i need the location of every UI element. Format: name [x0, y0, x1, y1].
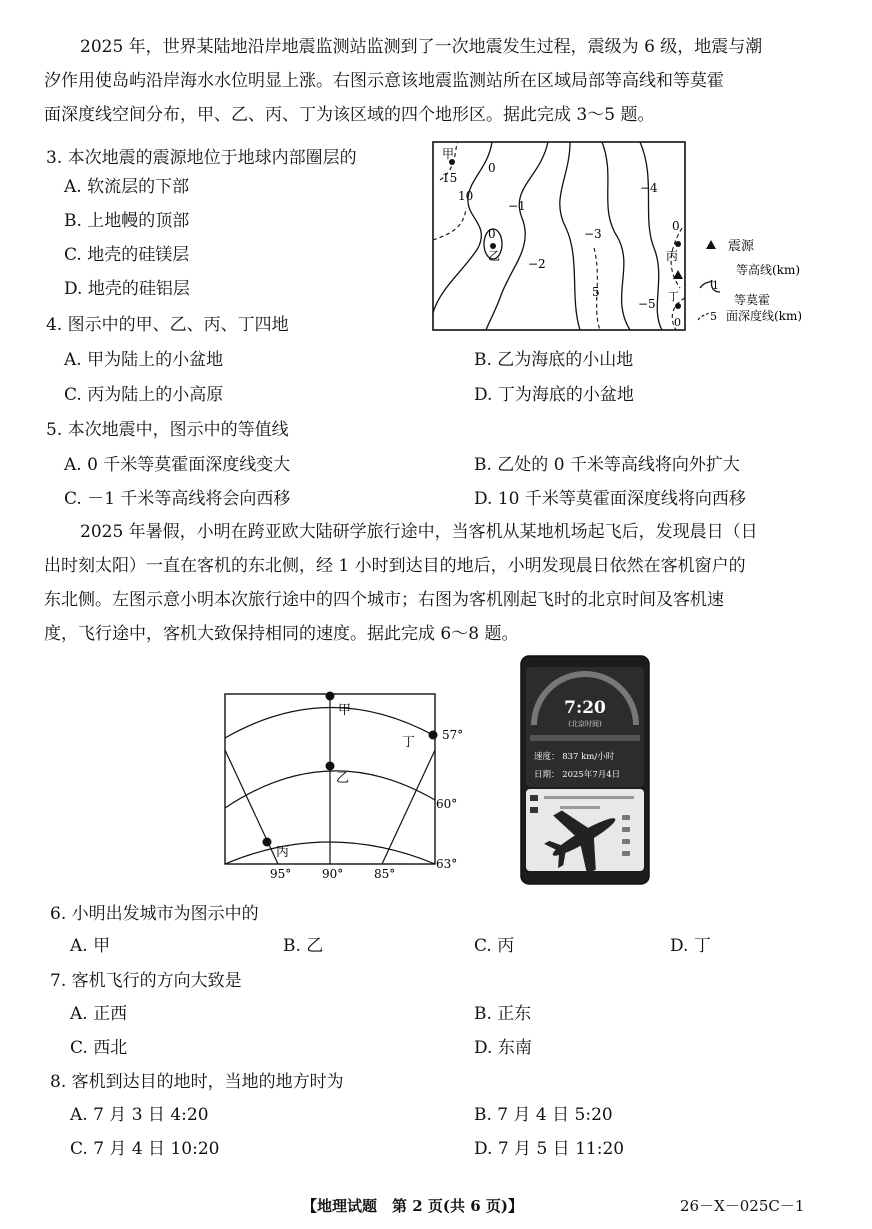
- q8-option-b: B. 7 月 4 日 5:20: [474, 1105, 613, 1125]
- q5-option-b: B. 乙处的 0 千米等高线将向外扩大: [474, 455, 740, 475]
- q4-option-d: D. 丁为海底的小盆地: [474, 385, 634, 405]
- legend-contour-sample: 1: [712, 279, 719, 292]
- label-0a: 0: [488, 161, 496, 175]
- label-15: 15: [442, 171, 458, 185]
- legend-moho-label-1: 等莫霍: [734, 293, 771, 307]
- q6-option-a: A. 甲: [70, 936, 111, 956]
- q7-option-d: D. 东南: [474, 1038, 532, 1058]
- q4-option-c: C. 丙为陆上的小高原: [64, 385, 224, 405]
- q6-option-c: C. 丙: [474, 936, 515, 956]
- q7-option-a: A. 正西: [70, 1004, 128, 1024]
- label-m2: −2: [528, 257, 546, 271]
- q3-option-c: C. 地壳的硅镁层: [64, 245, 190, 265]
- lon-label-95: 95°: [270, 867, 292, 881]
- city-jia: [326, 692, 335, 701]
- label-10: 10: [458, 189, 474, 203]
- q5-option-d: D. 10 千米等莫霍面深度线将向西移: [474, 489, 746, 509]
- q6-option-b: B. 乙: [283, 936, 324, 956]
- phone-date: 日期： 2025年7月4日: [534, 770, 621, 780]
- q3-option-a: A. 软流层的下部: [64, 177, 190, 197]
- contour-line: [433, 142, 492, 313]
- intro-line: 出时刻太阳）一直在客机的东北侧，经 1 小时到达目的地后，小明发现晨日依然在客机窗户的: [44, 556, 746, 576]
- label-5: 5: [592, 285, 600, 299]
- moho-line: [433, 208, 466, 240]
- label-m1: −1: [508, 199, 526, 213]
- intro-line: 度，飞行途中，客机大致保持相同的速度。据此完成 6～8 题。: [44, 624, 519, 644]
- intro-line: 面深度线空间分布，甲、乙、丙、丁为该区域的四个地形区。据此完成 3～5 题。: [44, 105, 655, 125]
- phone-time-sub: (北京时间): [568, 720, 602, 728]
- lat-label-57: 57°: [442, 728, 464, 742]
- lon-label-90: 90°: [322, 867, 344, 881]
- contour-line: [560, 142, 580, 330]
- legend-contour-label: 等高线(km): [736, 263, 801, 277]
- meridian-85: [382, 750, 435, 864]
- q4-option-b: B. 乙为海底的小山地: [474, 350, 634, 370]
- exam-code: 26－X－025C－1: [680, 1197, 805, 1215]
- q8-option-d: D. 7 月 5 日 11:20: [474, 1139, 625, 1159]
- city-label-jia: 甲: [338, 703, 352, 718]
- legend-moho-sample: 5: [710, 310, 717, 323]
- city-ding: [429, 731, 438, 740]
- contour-map-figure: [430, 138, 850, 338]
- page-footer: 【地理试题 第 2 页(共 6 页)】: [302, 1197, 523, 1215]
- q3-option-d: D. 地壳的硅铝层: [64, 279, 190, 299]
- legend-epicenter-label: 震源: [728, 239, 755, 254]
- q5-option-c: C. －1 千米等高线将会向西移: [64, 489, 291, 509]
- label-0d: 0: [674, 316, 681, 329]
- intro-line: 东北侧。左图示意小明本次旅行途中的四个城市；右图为客机刚起飞时的北京时间及客机速: [44, 590, 724, 610]
- question-5-stem: 5. 本次地震中，图示中的等值线: [46, 420, 289, 440]
- epicenter-marker: [673, 270, 683, 279]
- city-label-yi: 乙: [336, 771, 350, 786]
- question-6-stem: 6. 小明出发城市为图示中的: [50, 904, 259, 924]
- intro-line: 2025 年，世界某陆地沿岸地震监测站监测到了一次地震发生过程，震级为 6 级，地震与潮: [80, 37, 763, 57]
- legend-moho-label-2: 面深度线(km): [726, 309, 803, 323]
- label-jia: 甲: [442, 147, 455, 161]
- label-m5: −5: [638, 297, 656, 311]
- label-0b: 0: [488, 227, 496, 241]
- q4-option-a: A. 甲为陆上的小盆地: [64, 350, 224, 370]
- point-bing: [675, 241, 681, 247]
- city-bing: [263, 838, 272, 847]
- intro-line: 汐作用使岛屿沿岸海水水位明显上涨。右图示意该地震监测站所在区域局部等高线和等莫霍: [44, 71, 724, 91]
- point-ding: [675, 303, 681, 309]
- intro-paragraph-1: [44, 30, 834, 132]
- q3-option-b: B. 上地幔的顶部: [64, 211, 190, 231]
- q7-option-c: C. 西北: [70, 1038, 128, 1058]
- question-4-stem: 4. 图示中的甲、乙、丙、丁四地: [46, 315, 289, 335]
- phone-speed: 速度： 837 km/小时: [534, 752, 615, 762]
- graticule-map-figure: [222, 690, 467, 882]
- q6-option-d: D. 丁: [670, 936, 711, 956]
- intro-paragraph-2: [44, 515, 834, 651]
- label-yi: 乙: [488, 249, 501, 263]
- label-0c: 0: [672, 219, 680, 233]
- q8-option-a: A. 7 月 3 日 4:20: [70, 1105, 209, 1125]
- contour-line: [602, 142, 630, 330]
- lon-label-85: 85°: [374, 867, 396, 881]
- meridian-95: [225, 750, 278, 864]
- legend-moho-icon: [698, 312, 710, 320]
- intro-line: 2025 年暑假，小明在跨亚欧大陆研学旅行途中，当客机从某地机场起飞后，发现晨日（日: [80, 522, 758, 542]
- q8-option-c: C. 7 月 4 日 10:20: [70, 1139, 220, 1159]
- question-8-stem: 8. 客机到达目的地时，当地的地方时为: [50, 1072, 344, 1092]
- lat-label-60: 60°: [436, 797, 458, 811]
- label-ding: 丁: [668, 290, 679, 303]
- phone-screenshot-figure: [520, 655, 650, 885]
- question-3-stem: 3. 本次地震的震源地位于地球内部圈层的: [46, 148, 357, 168]
- city-label-ding: 丁: [402, 735, 416, 750]
- lat-label-63: 63°: [436, 857, 458, 871]
- label-m3: −3: [584, 227, 602, 241]
- legend-epicenter-icon: [706, 240, 716, 249]
- label-bing: 丙: [666, 249, 679, 263]
- q7-option-b: B. 正东: [474, 1004, 532, 1024]
- label-m4: −4: [640, 181, 658, 195]
- question-7-stem: 7. 客机飞行的方向大致是: [50, 971, 242, 991]
- phone-time: 7:20: [564, 698, 606, 718]
- city-label-bing: 丙: [276, 845, 290, 860]
- city-yi: [326, 762, 335, 771]
- q5-option-a: A. 0 千米等莫霍面深度线变大: [64, 455, 291, 475]
